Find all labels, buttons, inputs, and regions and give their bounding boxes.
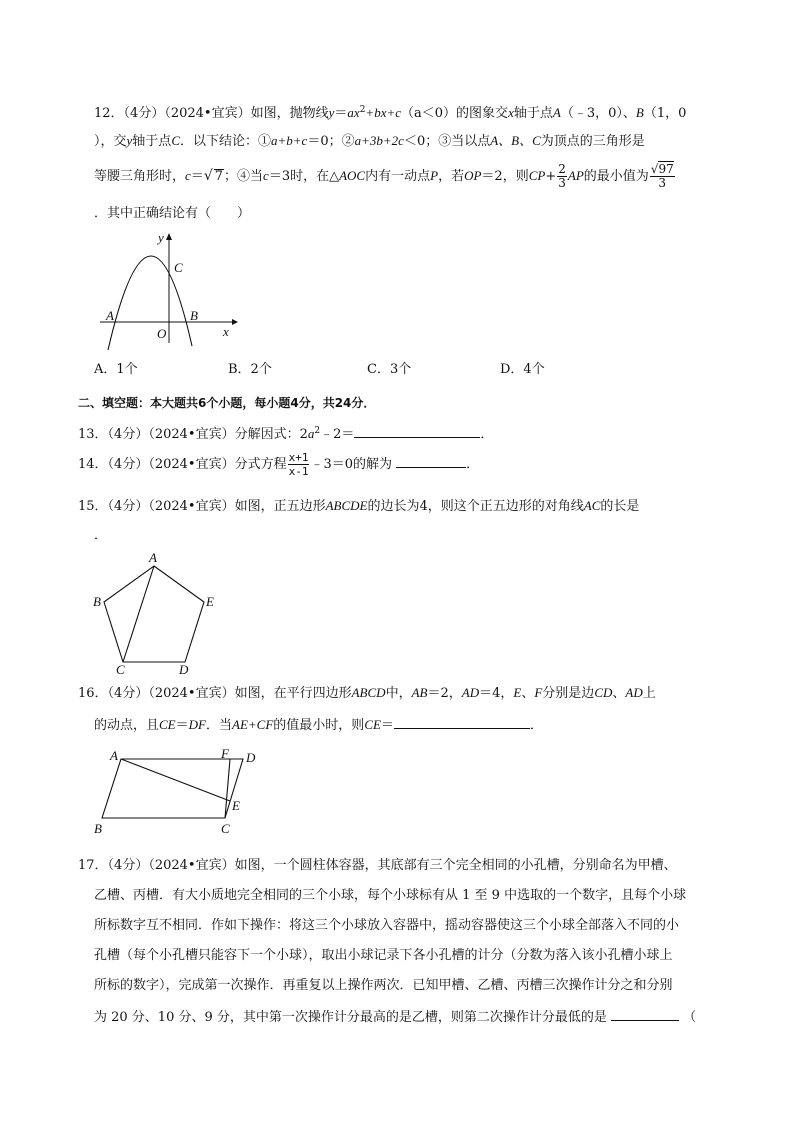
- label-b: B: [93, 594, 101, 609]
- q17-line6: 为 20 分、10 分、9 分，其中第一次操作计分最高的是乙槽，则第二次操作计分最低的是 （: [94, 1010, 697, 1025]
- label-d: D: [246, 750, 256, 765]
- y-axis-arrow: [166, 233, 172, 240]
- parallelogram-figure: [88, 744, 268, 836]
- label-c: C: [174, 260, 183, 275]
- diagonal-ac: [123, 566, 154, 662]
- q13-answer-blank[interactable]: [354, 425, 480, 438]
- pentagon-figure: [88, 548, 228, 678]
- fraction-sqrt97-3: $\frac{√97}{3}$: [650, 162, 674, 190]
- q17-line2: 乙槽、丙槽．有大小质地完全相同的三个小球，每个小球标有从 1 至 9 中选取的一个数字，且每个小球: [94, 888, 687, 903]
- q17-answer-blank[interactable]: [611, 1008, 679, 1021]
- q14-fraction: $\frac{x+1}{x-1}$: [288, 451, 309, 478]
- label-e: E: [232, 798, 240, 813]
- q14: 14．（4分）（2024•宜宾）分式方程 $\frac{x+1}{x-1}$ ﹣3＝0的解为 ．: [78, 451, 480, 478]
- q12-option-d: D．4个: [500, 362, 545, 377]
- q16-line2: 的动点，且CE＝DF．当AE+CF的值最小时，则CE＝ ．: [94, 717, 543, 733]
- label-o: O: [157, 326, 167, 341]
- q12-line1: 12．（4分）（2024•宜宾）如图，抛物线$y=ax^2+bx+c(a<0)$的图象交x轴于点A（﹣3，0）、B（1，0: [94, 105, 687, 121]
- q12-line2: ），交y轴于点C．以下结论：①a+b+c＝0；②a+3b+2c＜0；③当以点A、B、C为顶点的三角形是: [94, 133, 645, 149]
- q14-answer-blank[interactable]: [396, 455, 466, 468]
- q12-option-a: A．1个: [94, 362, 138, 377]
- label-e: E: [206, 594, 214, 609]
- q15-line2: ．: [94, 528, 108, 543]
- q12-line4: ．其中正确结论有（ ）: [94, 206, 251, 221]
- label-d: D: [179, 662, 189, 677]
- pentagon-abcde: [104, 566, 204, 662]
- segment-ae: [121, 759, 230, 801]
- q12-option-c: C．3个: [367, 362, 412, 377]
- label-y: y: [158, 230, 164, 245]
- q15-line1: 15．（4分）（2024•宜宾）如图，正五边形ABCDE的边长为4，则这个正五边形的对角线AC的长是: [78, 498, 640, 514]
- label-c: C: [221, 821, 230, 836]
- parabola-figure: [94, 228, 244, 353]
- label-f: F: [221, 746, 229, 761]
- x-axis-arrow: [232, 319, 238, 325]
- q12-line3: 等腰三角形时，c＝√ 7；④当c＝3时，在△AOC内有一动点P，若OP＝2，则CP+ $\frac{2}{3}$ AP的最小值为 $\frac{√97}{3}$: [94, 162, 674, 190]
- section-heading: 二、填空题：本大题共6个小题，每小题4分，共24分．: [78, 396, 376, 410]
- q17-line1: 17．（4分）（2024•宜宾）如图，一个圆柱体容器，其底部有三个完全相同的小孔槽，分别命名为甲槽、: [78, 858, 677, 873]
- fraction-2-3: $\frac{2}{3}$: [558, 162, 566, 190]
- label-c: C: [116, 662, 125, 677]
- q17-line5: 所标的数字），完成第一次操作．再重复以上操作两次．已知甲槽、乙槽、丙槽三次操作计分之和分别: [94, 978, 673, 993]
- q16-line1: 16．（4分）（2024•宜宾）如图，在平行四边形ABCD中，AB＝2，AD＝4，E、F分别是边CD、AD上: [78, 685, 656, 701]
- q17-line4: 孔槽（每个小孔槽只能容下一个小球），取出小球记录下各小孔槽的计分（分数为落入该小孔槽小球上: [94, 948, 673, 963]
- q17-line3: 所标数字互不相同．作如下操作：将这三个小球放入容器中，摇动容器使这三个小球全部落入不同的小: [94, 918, 680, 933]
- q12-option-b: B．2个: [228, 362, 272, 377]
- q13: 13．（4分）（2024•宜宾）分解因式：$2a^2﹣2=$ ．: [78, 426, 494, 442]
- label-b: B: [190, 308, 198, 323]
- label-a: A: [149, 550, 157, 565]
- q16-answer-blank[interactable]: [394, 716, 530, 729]
- label-x: x: [223, 324, 229, 339]
- label-b: B: [94, 821, 102, 836]
- label-a: A: [106, 308, 114, 323]
- label-a: A: [110, 748, 118, 763]
- parallelogram-abcd: [102, 759, 243, 818]
